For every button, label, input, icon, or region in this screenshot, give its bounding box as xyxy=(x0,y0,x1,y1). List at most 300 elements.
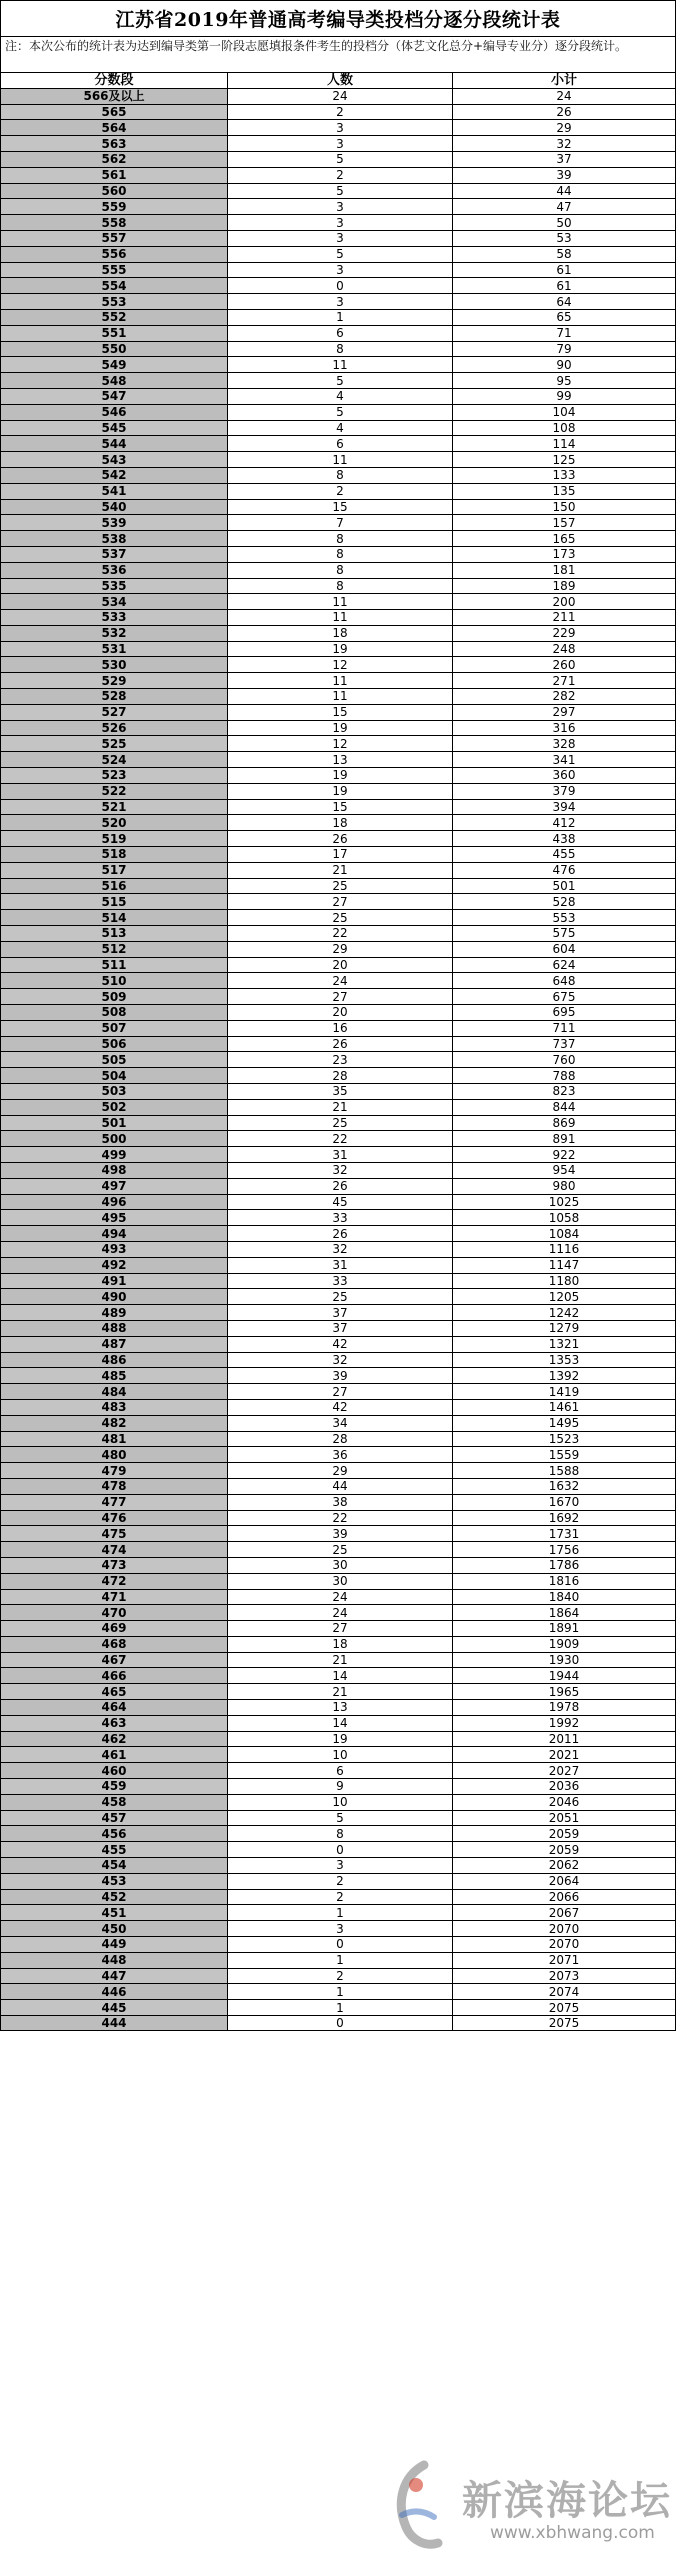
total-cell: 1891 xyxy=(548,1621,580,1636)
score-cell: 498 xyxy=(1,1163,228,1178)
table-row xyxy=(1,1304,675,1320)
score-cell: 523 xyxy=(1,768,228,783)
table-row xyxy=(1,1146,675,1162)
count-cell: 23 xyxy=(228,1052,453,1067)
count-cell: 24 xyxy=(228,1590,453,1605)
table-row xyxy=(1,1920,675,1936)
total-cell: 104 xyxy=(552,405,576,420)
count-cell: 21 xyxy=(228,1653,453,1668)
table-note: 注：本次公布的统计表为达到编导类第一阶段志愿填报条件考生的投档分（体艺文化总分+编导专业分）逐分段统计。 xyxy=(5,39,628,53)
total-cell: 1495 xyxy=(548,1416,580,1431)
total-cell: 1864 xyxy=(548,1605,580,1620)
table-row xyxy=(1,1620,675,1636)
score-cell: 450 xyxy=(1,1921,228,1936)
table-row xyxy=(1,735,675,751)
total-cell: 2021 xyxy=(548,1747,580,1762)
table-row xyxy=(1,483,675,499)
table-row xyxy=(1,1778,675,1794)
score-cell: 538 xyxy=(1,531,228,546)
score-cell: 458 xyxy=(1,1795,228,1810)
table-row xyxy=(1,704,675,720)
table-row xyxy=(1,1020,675,1036)
table-row xyxy=(1,246,675,262)
table-row xyxy=(1,609,675,625)
total-cell: 922 xyxy=(552,1147,576,1162)
total-cell: 737 xyxy=(552,1037,576,1051)
count-cell: 30 xyxy=(228,1558,453,1573)
total-cell: 248 xyxy=(552,642,576,657)
total-cell: 32 xyxy=(556,136,572,151)
total-cell: 2073 xyxy=(548,1969,580,1984)
table-row xyxy=(1,1731,675,1747)
table-row xyxy=(1,1115,675,1131)
count-cell: 1 xyxy=(228,1905,453,1920)
table-row xyxy=(1,1462,675,1478)
count-cell: 5 xyxy=(228,405,453,420)
count-cell: 33 xyxy=(228,1210,453,1225)
table-row xyxy=(1,641,675,657)
total-cell: 2011 xyxy=(548,1732,580,1747)
score-cell: 545 xyxy=(1,421,228,436)
score-cell: 546 xyxy=(1,405,228,420)
header-total: 小计 xyxy=(453,73,675,88)
table-row xyxy=(1,1383,675,1399)
watermark-brand: 新滨海论坛 xyxy=(462,2478,672,2524)
count-cell: 6 xyxy=(228,326,453,341)
table-row xyxy=(1,972,675,988)
total-cell: 44 xyxy=(556,183,572,198)
score-cell: 474 xyxy=(1,1542,228,1557)
count-cell: 8 xyxy=(228,468,453,483)
score-cell: 481 xyxy=(1,1432,228,1447)
table-row xyxy=(1,720,675,736)
header-count: 人数 xyxy=(228,73,453,88)
table-row xyxy=(1,1083,675,1099)
total-cell: 1461 xyxy=(548,1400,580,1415)
count-cell: 19 xyxy=(228,784,453,799)
count-cell: 7 xyxy=(228,515,453,530)
score-cell: 449 xyxy=(1,1937,228,1952)
count-cell: 13 xyxy=(228,1700,453,1715)
score-cell: 526 xyxy=(1,721,228,736)
total-cell: 360 xyxy=(552,768,576,783)
table-row xyxy=(1,1825,675,1841)
total-cell: 95 xyxy=(556,373,572,388)
score-cell: 477 xyxy=(1,1495,228,1510)
table-row xyxy=(1,862,675,878)
count-cell: 18 xyxy=(228,626,453,641)
score-cell: 553 xyxy=(1,294,228,309)
table-row xyxy=(1,1604,675,1620)
count-cell: 22 xyxy=(228,1511,453,1526)
score-cell: 535 xyxy=(1,579,228,594)
table-row xyxy=(1,799,675,815)
score-cell: 532 xyxy=(1,626,228,641)
total-cell: 297 xyxy=(552,705,576,720)
total-cell: 412 xyxy=(552,815,576,830)
score-cell: 466 xyxy=(1,1668,228,1683)
score-cell: 490 xyxy=(1,1289,228,1304)
score-cell: 551 xyxy=(1,326,228,341)
table-row xyxy=(1,925,675,941)
score-cell: 501 xyxy=(1,1116,228,1131)
count-cell: 14 xyxy=(228,1668,453,1683)
note-row xyxy=(0,36,676,72)
score-cell: 453 xyxy=(1,1874,228,1889)
score-cell: 560 xyxy=(1,184,228,199)
total-cell: 528 xyxy=(552,894,576,909)
count-cell: 25 xyxy=(228,1289,453,1304)
count-cell: 19 xyxy=(228,1732,453,1747)
score-cell: 521 xyxy=(1,800,228,815)
count-cell: 1 xyxy=(228,310,453,325)
table-row xyxy=(1,1051,675,1067)
score-cell: 539 xyxy=(1,515,228,530)
count-cell: 4 xyxy=(228,389,453,404)
count-cell: 26 xyxy=(228,1226,453,1241)
table-row xyxy=(1,2015,675,2031)
total-cell: 1058 xyxy=(548,1210,580,1225)
score-cell: 511 xyxy=(1,958,228,973)
table-row xyxy=(1,1762,675,1778)
total-cell: 79 xyxy=(556,341,572,356)
count-cell: 5 xyxy=(228,373,453,388)
count-cell: 27 xyxy=(228,989,453,1004)
score-cell: 522 xyxy=(1,784,228,799)
count-cell: 21 xyxy=(228,1684,453,1699)
table-row xyxy=(1,467,675,483)
score-cell: 564 xyxy=(1,120,228,135)
total-cell: 1279 xyxy=(548,1321,580,1336)
count-cell: 37 xyxy=(228,1321,453,1336)
table-row xyxy=(1,578,675,594)
total-cell: 65 xyxy=(556,310,572,325)
total-cell: 282 xyxy=(552,689,576,704)
score-cell: 554 xyxy=(1,278,228,293)
total-cell: 788 xyxy=(552,1068,576,1083)
score-cell: 529 xyxy=(1,673,228,688)
table-row xyxy=(1,1557,675,1573)
table-row xyxy=(1,1699,675,1715)
score-cell: 552 xyxy=(1,310,228,325)
table-header-row xyxy=(1,72,675,88)
table-row xyxy=(1,1004,675,1020)
count-cell: 45 xyxy=(228,1195,453,1210)
score-cell: 444 xyxy=(1,2016,228,2030)
table-row xyxy=(1,356,675,372)
score-cell: 488 xyxy=(1,1321,228,1336)
table-row xyxy=(1,1130,675,1146)
count-cell: 27 xyxy=(228,894,453,909)
total-cell: 1944 xyxy=(548,1668,580,1683)
table-row xyxy=(1,1589,675,1605)
table-row xyxy=(1,1952,675,1968)
total-cell: 2046 xyxy=(548,1795,580,1810)
total-cell: 133 xyxy=(552,468,576,483)
score-cell: 510 xyxy=(1,973,228,988)
score-cell: 550 xyxy=(1,342,228,357)
total-cell: 24 xyxy=(556,89,572,104)
count-cell: 8 xyxy=(228,531,453,546)
table-row xyxy=(1,1320,675,1336)
table-row xyxy=(1,277,675,293)
table-row xyxy=(1,1162,675,1178)
count-cell: 11 xyxy=(228,689,453,704)
score-cell: 448 xyxy=(1,1953,228,1968)
table-row xyxy=(1,183,675,199)
total-cell: 438 xyxy=(552,831,576,846)
total-cell: 760 xyxy=(552,1052,576,1067)
table-row xyxy=(1,846,675,862)
title-row xyxy=(0,0,676,36)
total-cell: 2036 xyxy=(548,1779,580,1794)
table-row xyxy=(1,1036,675,1052)
count-cell: 25 xyxy=(228,879,453,894)
total-cell: 2051 xyxy=(548,1811,580,1826)
table-row xyxy=(1,88,675,104)
count-cell: 15 xyxy=(228,705,453,720)
score-cell: 525 xyxy=(1,736,228,751)
count-cell: 26 xyxy=(228,1037,453,1052)
count-cell: 39 xyxy=(228,1368,453,1383)
score-cell: 528 xyxy=(1,689,228,704)
score-cell: 472 xyxy=(1,1574,228,1589)
table-row xyxy=(1,814,675,830)
count-cell: 33 xyxy=(228,1274,453,1289)
count-cell: 3 xyxy=(228,263,453,278)
score-cell: 504 xyxy=(1,1068,228,1083)
score-cell: 482 xyxy=(1,1416,228,1431)
table-row xyxy=(1,625,675,641)
score-cell: 497 xyxy=(1,1179,228,1194)
score-cell: 548 xyxy=(1,373,228,388)
count-cell: 44 xyxy=(228,1479,453,1494)
table-row xyxy=(1,1415,675,1431)
table-row xyxy=(1,1541,675,1557)
table-row xyxy=(1,941,675,957)
score-cell: 469 xyxy=(1,1621,228,1636)
total-cell: 1559 xyxy=(548,1447,580,1462)
score-cell: 512 xyxy=(1,942,228,957)
count-cell: 8 xyxy=(228,563,453,578)
table-row xyxy=(1,1525,675,1541)
score-cell: 451 xyxy=(1,1905,228,1920)
table-row xyxy=(1,830,675,846)
table-row xyxy=(1,1810,675,1826)
table-row xyxy=(1,593,675,609)
score-cell: 513 xyxy=(1,926,228,941)
count-cell: 32 xyxy=(228,1163,453,1178)
score-cell: 508 xyxy=(1,1005,228,1020)
count-cell: 0 xyxy=(228,1937,453,1952)
total-cell: 2074 xyxy=(548,1984,580,1999)
count-cell: 5 xyxy=(228,152,453,167)
count-cell: 29 xyxy=(228,942,453,957)
total-cell: 1756 xyxy=(548,1542,580,1557)
score-cell: 475 xyxy=(1,1526,228,1541)
total-cell: 200 xyxy=(552,594,576,609)
table-row xyxy=(1,325,675,341)
count-cell: 11 xyxy=(228,357,453,372)
total-cell: 1147 xyxy=(548,1258,580,1273)
score-cell: 462 xyxy=(1,1732,228,1747)
total-cell: 1731 xyxy=(548,1526,580,1541)
count-cell: 3 xyxy=(228,136,453,151)
score-cell: 459 xyxy=(1,1779,228,1794)
score-cell: 541 xyxy=(1,484,228,499)
table-row xyxy=(1,1573,675,1589)
count-cell: 5 xyxy=(228,247,453,262)
total-cell: 125 xyxy=(552,452,576,467)
table-row xyxy=(1,167,675,183)
table-row xyxy=(1,372,675,388)
table-row xyxy=(1,151,675,167)
total-cell: 476 xyxy=(552,863,576,878)
table-row xyxy=(1,1273,675,1289)
total-cell: 328 xyxy=(552,736,576,751)
score-cell: 561 xyxy=(1,168,228,183)
score-cell: 533 xyxy=(1,610,228,625)
score-cell: 544 xyxy=(1,436,228,451)
count-cell: 20 xyxy=(228,1005,453,1020)
score-cell: 465 xyxy=(1,1684,228,1699)
count-cell: 9 xyxy=(228,1779,453,1794)
total-cell: 26 xyxy=(556,104,572,119)
total-cell: 1116 xyxy=(548,1242,580,1257)
score-cell: 506 xyxy=(1,1037,228,1052)
score-cell: 536 xyxy=(1,563,228,578)
count-cell: 22 xyxy=(228,926,453,941)
score-cell: 519 xyxy=(1,831,228,846)
total-cell: 189 xyxy=(552,578,576,593)
table-row xyxy=(1,1999,675,2015)
count-cell: 12 xyxy=(228,657,453,672)
total-cell: 108 xyxy=(552,420,576,435)
table-row xyxy=(1,404,675,420)
count-cell: 2 xyxy=(228,105,453,120)
total-cell: 64 xyxy=(556,294,572,309)
count-cell: 2 xyxy=(228,168,453,183)
score-cell: 500 xyxy=(1,1131,228,1146)
total-cell: 2067 xyxy=(548,1905,580,1920)
table-row xyxy=(1,1446,675,1462)
count-cell: 38 xyxy=(228,1495,453,1510)
total-cell: 53 xyxy=(556,231,572,246)
score-cell: 461 xyxy=(1,1747,228,1762)
table-row xyxy=(1,878,675,894)
count-cell: 13 xyxy=(228,752,453,767)
score-cell: 455 xyxy=(1,1842,228,1857)
total-cell: 90 xyxy=(556,357,572,372)
count-cell: 11 xyxy=(228,452,453,467)
score-table xyxy=(0,72,676,2031)
score-cell: 494 xyxy=(1,1226,228,1241)
count-cell: 5 xyxy=(228,184,453,199)
total-cell: 624 xyxy=(552,958,576,973)
total-cell: 260 xyxy=(552,657,576,672)
score-cell: 496 xyxy=(1,1195,228,1210)
total-cell: 1670 xyxy=(548,1495,580,1510)
total-cell: 844 xyxy=(552,1100,576,1115)
score-cell: 563 xyxy=(1,136,228,151)
score-cell: 499 xyxy=(1,1147,228,1162)
count-cell: 28 xyxy=(228,1432,453,1447)
total-cell: 711 xyxy=(552,1021,576,1036)
table-row xyxy=(1,893,675,909)
score-cell: 509 xyxy=(1,989,228,1004)
count-cell: 30 xyxy=(228,1574,453,1589)
score-cell: 559 xyxy=(1,199,228,214)
total-cell: 1419 xyxy=(548,1384,580,1399)
count-cell: 19 xyxy=(228,721,453,736)
total-cell: 2064 xyxy=(548,1874,580,1889)
count-cell: 25 xyxy=(228,1116,453,1131)
table-row xyxy=(1,1968,675,1984)
score-cell: 517 xyxy=(1,863,228,878)
table-row xyxy=(1,1336,675,1352)
count-cell: 3 xyxy=(228,215,453,230)
total-cell: 954 xyxy=(552,1163,576,1178)
total-cell: 1965 xyxy=(548,1684,580,1699)
score-cell: 470 xyxy=(1,1605,228,1620)
table-title: 江苏省2019年普通高考编导类投档分逐分段统计表 xyxy=(115,9,561,31)
score-cell: 547 xyxy=(1,389,228,404)
count-cell: 15 xyxy=(228,800,453,815)
score-cell: 534 xyxy=(1,594,228,609)
count-cell: 2 xyxy=(228,1969,453,1984)
score-cell: 516 xyxy=(1,879,228,894)
total-cell: 229 xyxy=(552,626,576,641)
total-cell: 394 xyxy=(552,800,576,815)
score-cell: 505 xyxy=(1,1052,228,1067)
count-cell: 42 xyxy=(228,1337,453,1352)
score-cell: 514 xyxy=(1,910,228,925)
table-row xyxy=(1,119,675,135)
score-cell: 507 xyxy=(1,1021,228,1036)
table-row xyxy=(1,909,675,925)
table-row xyxy=(1,1683,675,1699)
count-cell: 2 xyxy=(228,484,453,499)
table-row xyxy=(1,1494,675,1510)
total-cell: 1909 xyxy=(548,1637,580,1652)
total-cell: 501 xyxy=(552,879,576,894)
count-cell: 8 xyxy=(228,579,453,594)
total-cell: 1523 xyxy=(548,1431,580,1446)
count-cell: 26 xyxy=(228,1179,453,1194)
score-cell: 562 xyxy=(1,152,228,167)
count-cell: 15 xyxy=(228,500,453,515)
total-cell: 99 xyxy=(556,389,572,404)
table-row xyxy=(1,957,675,973)
table-row xyxy=(1,309,675,325)
total-cell: 150 xyxy=(552,499,576,514)
total-cell: 575 xyxy=(552,926,576,941)
score-cell: 483 xyxy=(1,1400,228,1415)
count-cell: 2 xyxy=(228,1890,453,1905)
total-cell: 1321 xyxy=(548,1337,580,1352)
total-cell: 695 xyxy=(552,1005,576,1020)
count-cell: 8 xyxy=(228,547,453,562)
score-cell: 495 xyxy=(1,1210,228,1225)
total-cell: 2066 xyxy=(548,1890,580,1905)
score-cell: 531 xyxy=(1,642,228,657)
table-row xyxy=(1,1241,675,1257)
total-cell: 2075 xyxy=(548,2016,580,2030)
total-cell: 316 xyxy=(552,721,576,736)
score-cell: 463 xyxy=(1,1716,228,1731)
score-cell: 527 xyxy=(1,705,228,720)
score-cell: 491 xyxy=(1,1274,228,1289)
